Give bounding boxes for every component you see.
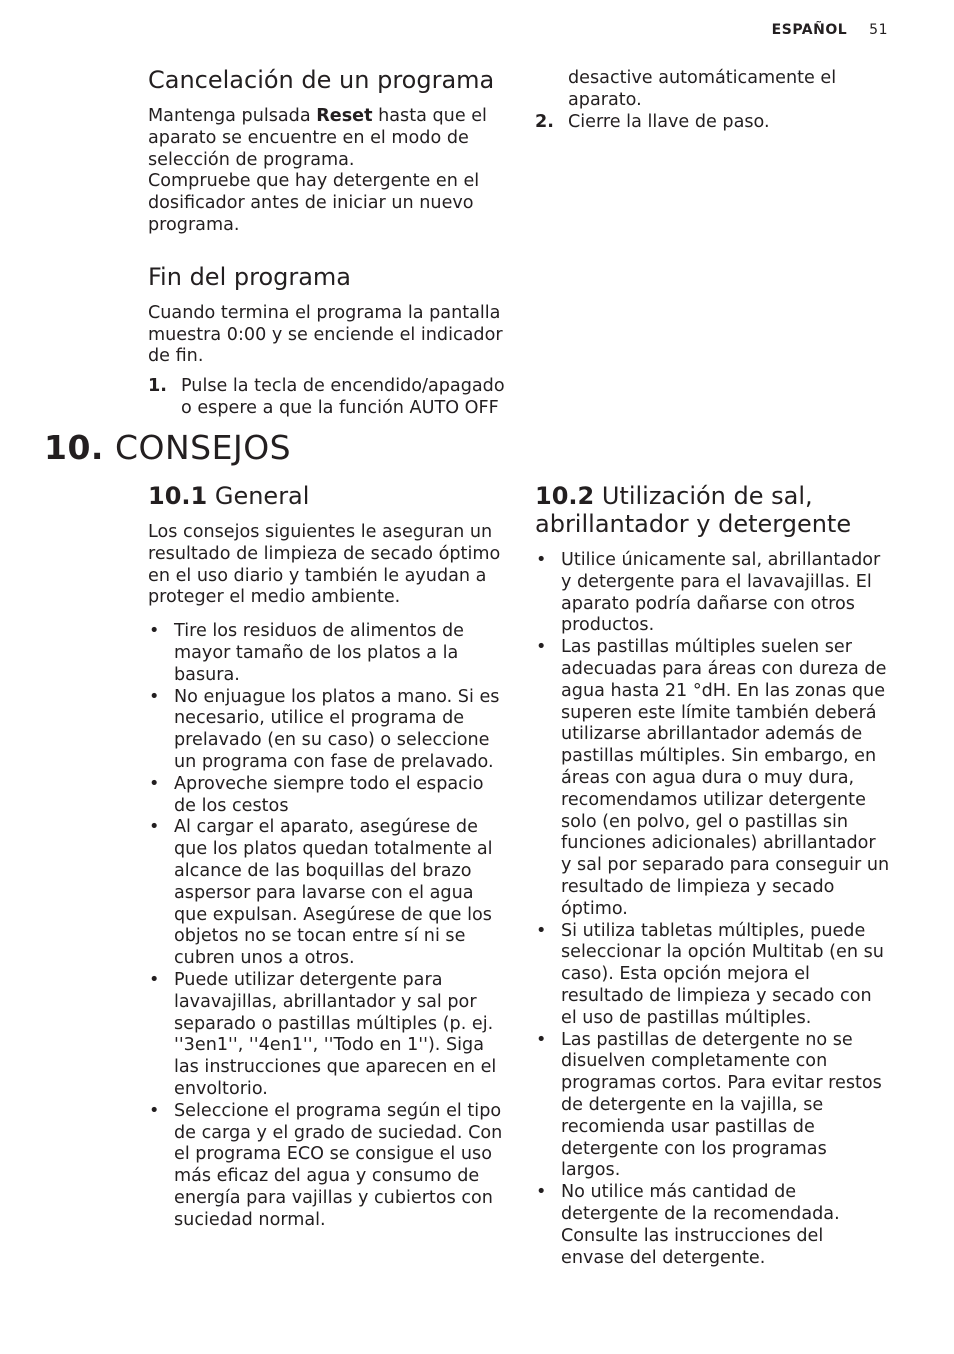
section-name: General xyxy=(207,482,310,510)
right-column-top xyxy=(535,68,885,133)
end-steps-list xyxy=(148,376,508,420)
step-number: 1. xyxy=(148,376,167,397)
section-number: 10.2 xyxy=(535,482,595,510)
list-item: • Si utiliza tabletas múltiples, puede seleccionar la opción Multitab (en su caso). Esta opción mejora el resultado de limpieza y secado con el uso de pastillas múltiples. xyxy=(535,921,890,1030)
list-item: • No enjuague los platos a mano. Si es necesario, utilice el programa de prelavado (en su caso) o seleccione un programa con fase de prelavado. xyxy=(148,687,508,774)
list-item: • Tire los residuos de alimentos de mayor tamaño de los platos a la basura. xyxy=(148,621,508,686)
list-item: • Al cargar el aparato, asegúrese de que los platos quedan totalmente al alcance de las boquillas del brazo aspersor para lavarse con el agua que expulsan. Asegúrese de que los objetos no se tocan entre sí ni se cubren unos a otros. xyxy=(148,817,508,970)
spacer xyxy=(148,245,508,263)
end-section-title: Fin del programa xyxy=(148,262,352,291)
reset-keyword: Reset xyxy=(316,106,373,126)
list-item: • Aproveche siempre todo el espacio de los cestos xyxy=(148,774,508,818)
list-item: • Puede utilizar detergente para lavavajillas, abrillantador y sal por separado o pastillas múltiples (p. ej. ''3en1'', ''4en1'', ''Todo en 1''). Siga las instrucciones que aparecen en el envoltorio. xyxy=(148,970,508,1101)
step-number: 2. xyxy=(535,111,554,132)
general-intro: Los consejos siguientes le aseguran un resultado de limpieza de secado óptimo en el uso diario y también le ayudan a proteger el medio ambiente. xyxy=(148,522,501,608)
cancel-text-after: hasta que el aparato se encuentre en el modo de selección de programa. xyxy=(148,106,487,170)
chapter-name: CONSEJOS xyxy=(114,428,292,467)
right-column-bottom xyxy=(535,482,890,1269)
list-item: • Seleccione el programa según el tipo de carga y el grado de suciedad. Con el programa ECO se consigue el uso más eficaz del agua y consumo de energía para vajillas y cubiertos con suciedad normal. xyxy=(148,1101,508,1232)
cancel-paragraph-1 xyxy=(148,106,508,171)
page-number: 51 xyxy=(869,22,888,38)
page-header xyxy=(772,22,888,38)
left-column-top xyxy=(148,66,508,420)
list-item: • No utilice más cantidad de detergente de la recomendada. Consulte las instrucciones del envase del detergente. xyxy=(535,1182,890,1269)
section-number: 10.1 xyxy=(148,482,208,510)
list-item: • Utilice únicamente sal, abrillantador y detergente para el lavavajillas. El aparato podría dañarse con otros productos. xyxy=(535,550,890,637)
end-steps-list-continued xyxy=(535,112,885,134)
general-section-title xyxy=(148,482,508,510)
salt-section-title xyxy=(535,482,890,538)
chapter-title xyxy=(44,428,291,468)
step-continuation: desactive automáticamente el aparato. xyxy=(568,68,837,110)
language-label: ESPAÑOL xyxy=(771,22,848,38)
step-text: Pulse la tecla de encendido/apagado o espere a que la función AUTO OFF xyxy=(181,376,505,418)
salt-bullet-list xyxy=(535,550,890,1269)
list-item: • Las pastillas múltiples suelen ser adecuadas para áreas con dureza de agua hasta 21 °dH. En las zonas que superen este límite también deberá utilizarse abrillantador además de pastillas múltiples. Sin embargo, en áreas con agua dura o muy dura, recomendamos utilizar detergente solo (en polvo, gel o pastillas sin funciones adicionales) abrillantador y sal por separado para conseguir un resultado de limpieza y secado óptimo. xyxy=(535,637,890,920)
list-item: • Las pastillas de detergente no se disuelven completamente con programas cortos. Para evitar restos de detergente en la vajilla, se recomienda usar pastillas de detergente con los programas largos. xyxy=(535,1030,890,1183)
cancel-section-title: Cancelación de un programa xyxy=(148,66,495,94)
chapter-number: 10. xyxy=(44,428,104,467)
cancel-paragraph-2: Compruebe que hay detergente en el dosificador antes de iniciar un nuevo programa. xyxy=(148,171,480,235)
end-paragraph: Cuando termina el programa la pantalla muestra 0:00 y se enciende el indicador de fin. xyxy=(148,302,503,367)
step-text: Cierre la llave de paso. xyxy=(568,111,770,132)
step-item xyxy=(535,112,885,134)
cancel-text-before: Mantenga pulsada xyxy=(148,106,317,126)
section-name: Utilización de sal, abrillantador y detergente xyxy=(535,482,852,538)
left-column-bottom xyxy=(148,482,508,1232)
general-bullet-list xyxy=(148,621,508,1231)
step-item xyxy=(148,376,508,420)
